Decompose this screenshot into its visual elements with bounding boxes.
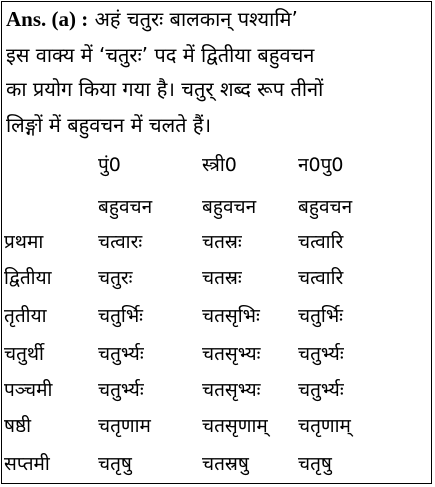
form-feminine: चतस्रः xyxy=(202,267,242,289)
case-label: द्वितीया xyxy=(4,267,52,289)
form-neuter: चतृषु xyxy=(298,453,332,475)
form-masculine: चतुर्भिः xyxy=(98,305,144,327)
form-masculine: चतुर्भ्यः xyxy=(98,379,144,401)
number-header-neuter: बहुवचन xyxy=(298,196,353,218)
answer-box xyxy=(1,1,432,484)
form-masculine: चत्वारः xyxy=(98,231,143,253)
form-feminine: चतस्रषु xyxy=(202,453,249,475)
answer-label: Ans. (a) : xyxy=(6,7,89,31)
case-label: तृतीया xyxy=(4,305,47,327)
form-feminine: चतसृभिः xyxy=(202,305,260,327)
form-masculine: चतुर्भ्यः xyxy=(98,343,144,365)
gender-header-masculine: पुं0 xyxy=(98,154,121,176)
form-neuter: चत्वारि xyxy=(298,231,344,253)
case-label: सप्तमी xyxy=(4,453,50,475)
explanation-line-3: लिङ्गों में बहुवचन में चलते हैं। xyxy=(6,113,212,137)
form-masculine: चतृषु xyxy=(98,453,132,475)
number-header-masculine: बहुवचन xyxy=(98,196,153,218)
case-label: चतुर्थी xyxy=(4,343,44,365)
form-masculine: चतृणाम xyxy=(98,415,151,437)
form-feminine: चतसृणाम् xyxy=(202,415,268,437)
case-label: प्रथमा xyxy=(4,231,44,253)
form-neuter: चत्वारि xyxy=(298,267,344,289)
number-header-feminine: बहुवचन xyxy=(202,196,257,218)
case-label: षष्ठी xyxy=(4,415,32,437)
answer-sentence: अहं चतुरः बालकान् पश्यामि’ xyxy=(94,7,298,31)
form-neuter: चतुर्भ्यः xyxy=(298,343,344,365)
case-label: पञ्चमी xyxy=(4,379,53,401)
form-neuter: चतुर्भ्यः xyxy=(298,379,344,401)
form-neuter: चतृणाम् xyxy=(298,415,351,437)
form-feminine: चतसृभ्यः xyxy=(202,343,261,365)
gender-header-feminine: स्त्री0 xyxy=(202,154,237,176)
form-feminine: चतस्रः xyxy=(202,231,242,253)
form-masculine: चतुरः xyxy=(98,267,133,289)
explanation-line-2: का प्रयोग किया गया है। चतुर् शब्द रूप तीनों xyxy=(6,77,324,101)
answer-line xyxy=(6,6,298,32)
explanation-line-1: इस वाक्य में ‘चतुरः’ पद में द्वितीया बहुवचन xyxy=(6,43,315,67)
form-neuter: चतुर्भिः xyxy=(298,305,344,327)
gender-header-neuter: न0पु0 xyxy=(298,154,344,176)
form-feminine: चतसृभ्यः xyxy=(202,379,261,401)
